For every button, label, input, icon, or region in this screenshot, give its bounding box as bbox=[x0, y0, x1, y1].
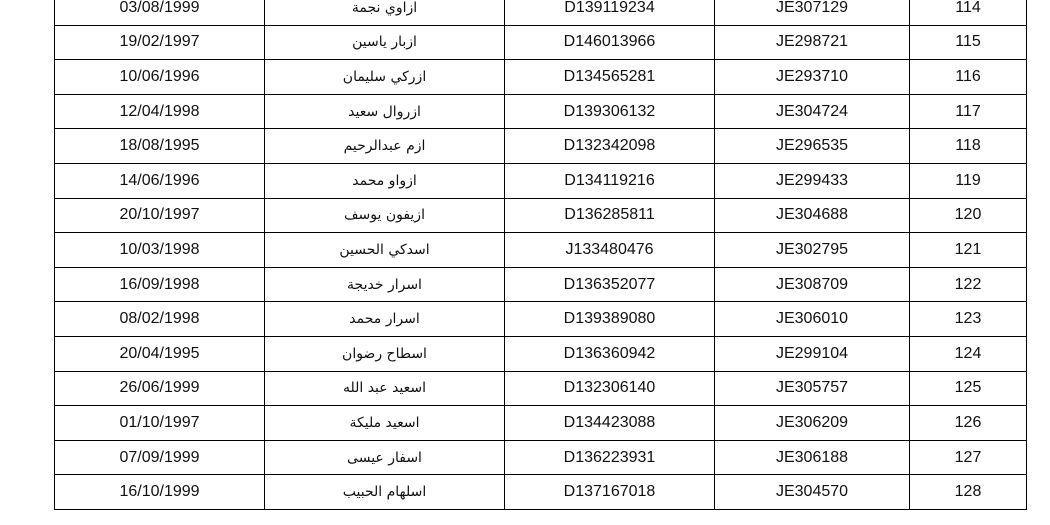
cin-cell: D136352077 bbox=[505, 267, 715, 302]
birth-date-cell: 03/08/1999 bbox=[55, 0, 265, 25]
birth-date-cell: 10/06/1996 bbox=[55, 60, 265, 95]
number-cell: 115 bbox=[910, 25, 1027, 60]
cin-cell: D132306140 bbox=[505, 371, 715, 406]
cin-cell: D146013966 bbox=[505, 25, 715, 60]
number-cell: 116 bbox=[910, 60, 1027, 95]
birth-date-cell: 10/03/1998 bbox=[55, 233, 265, 268]
number-cell: 117 bbox=[910, 94, 1027, 129]
table-row bbox=[55, 371, 1027, 406]
code-cell: JE304688 bbox=[715, 198, 910, 233]
table-row bbox=[55, 406, 1027, 441]
code-cell: JE302795 bbox=[715, 233, 910, 268]
code-cell: JE306209 bbox=[715, 406, 910, 441]
number-cell: 127 bbox=[910, 440, 1027, 475]
cin-cell: D139306132 bbox=[505, 94, 715, 129]
number-cell: 126 bbox=[910, 406, 1027, 441]
birth-date-cell: 16/09/1998 bbox=[55, 267, 265, 302]
code-cell: JE296535 bbox=[715, 129, 910, 164]
table-row bbox=[55, 198, 1027, 233]
code-cell: JE306010 bbox=[715, 302, 910, 337]
name-cell: اسرار محمد bbox=[265, 302, 505, 337]
number-cell: 122 bbox=[910, 267, 1027, 302]
table-row bbox=[55, 25, 1027, 60]
name-cell: ازبار ياسين bbox=[265, 25, 505, 60]
birth-date-cell: 19/02/1997 bbox=[55, 25, 265, 60]
name-cell: اسرار خديجة bbox=[265, 267, 505, 302]
name-cell: اسفار عيسى bbox=[265, 440, 505, 475]
table-row bbox=[55, 163, 1027, 198]
name-cell: اسدكي الحسين bbox=[265, 233, 505, 268]
name-cell: ازواو محمد bbox=[265, 163, 505, 198]
cin-cell: D134423088 bbox=[505, 406, 715, 441]
table-row bbox=[55, 129, 1027, 164]
table-row bbox=[55, 60, 1027, 95]
cin-cell: D136223931 bbox=[505, 440, 715, 475]
cin-cell: D132342098 bbox=[505, 129, 715, 164]
cin-cell: D136285811 bbox=[505, 198, 715, 233]
number-cell: 128 bbox=[910, 475, 1027, 510]
number-cell: 114 bbox=[910, 0, 1027, 25]
name-cell: اسلهام الحبيب bbox=[265, 475, 505, 510]
table-row bbox=[55, 440, 1027, 475]
cin-cell: J133480476 bbox=[505, 233, 715, 268]
name-cell: ازم عبدالرحيم bbox=[265, 129, 505, 164]
cin-cell: D137167018 bbox=[505, 475, 715, 510]
birth-date-cell: 01/10/1997 bbox=[55, 406, 265, 441]
number-cell: 123 bbox=[910, 302, 1027, 337]
code-cell: JE304570 bbox=[715, 475, 910, 510]
name-cell: اسعيد مليكة bbox=[265, 406, 505, 441]
number-cell: 120 bbox=[910, 198, 1027, 233]
table-row bbox=[55, 336, 1027, 371]
code-cell: JE293710 bbox=[715, 60, 910, 95]
birth-date-cell: 26/06/1999 bbox=[55, 371, 265, 406]
birth-date-cell: 08/02/1998 bbox=[55, 302, 265, 337]
code-cell: JE304724 bbox=[715, 94, 910, 129]
name-cell: ازيفون يوسف bbox=[265, 198, 505, 233]
code-cell: JE307129 bbox=[715, 0, 910, 25]
table-row bbox=[55, 94, 1027, 129]
name-cell: ازاوي نجمة bbox=[265, 0, 505, 25]
name-cell: ازروال سعيد bbox=[265, 94, 505, 129]
birth-date-cell: 20/04/1995 bbox=[55, 336, 265, 371]
cin-cell: D139119234 bbox=[505, 0, 715, 25]
table-row bbox=[55, 475, 1027, 510]
number-cell: 121 bbox=[910, 233, 1027, 268]
candidates-table bbox=[54, 0, 1027, 510]
table-row bbox=[55, 0, 1027, 25]
cin-cell: D136360942 bbox=[505, 336, 715, 371]
cin-cell: D134119216 bbox=[505, 163, 715, 198]
table-row bbox=[55, 267, 1027, 302]
code-cell: JE299104 bbox=[715, 336, 910, 371]
birth-date-cell: 12/04/1998 bbox=[55, 94, 265, 129]
code-cell: JE306188 bbox=[715, 440, 910, 475]
number-cell: 119 bbox=[910, 163, 1027, 198]
birth-date-cell: 14/06/1996 bbox=[55, 163, 265, 198]
number-cell: 124 bbox=[910, 336, 1027, 371]
birth-date-cell: 07/09/1999 bbox=[55, 440, 265, 475]
name-cell: اسطاح رضوان bbox=[265, 336, 505, 371]
table-row bbox=[55, 302, 1027, 337]
birth-date-cell: 18/08/1995 bbox=[55, 129, 265, 164]
code-cell: JE308709 bbox=[715, 267, 910, 302]
cin-cell: D134565281 bbox=[505, 60, 715, 95]
cin-cell: D139389080 bbox=[505, 302, 715, 337]
table-row bbox=[55, 233, 1027, 268]
code-cell: JE299433 bbox=[715, 163, 910, 198]
code-cell: JE298721 bbox=[715, 25, 910, 60]
code-cell: JE305757 bbox=[715, 371, 910, 406]
number-cell: 118 bbox=[910, 129, 1027, 164]
name-cell: ازركي سليمان bbox=[265, 60, 505, 95]
number-cell: 125 bbox=[910, 371, 1027, 406]
birth-date-cell: 20/10/1997 bbox=[55, 198, 265, 233]
birth-date-cell: 16/10/1999 bbox=[55, 475, 265, 510]
name-cell: اسعيد عبد الله bbox=[265, 371, 505, 406]
